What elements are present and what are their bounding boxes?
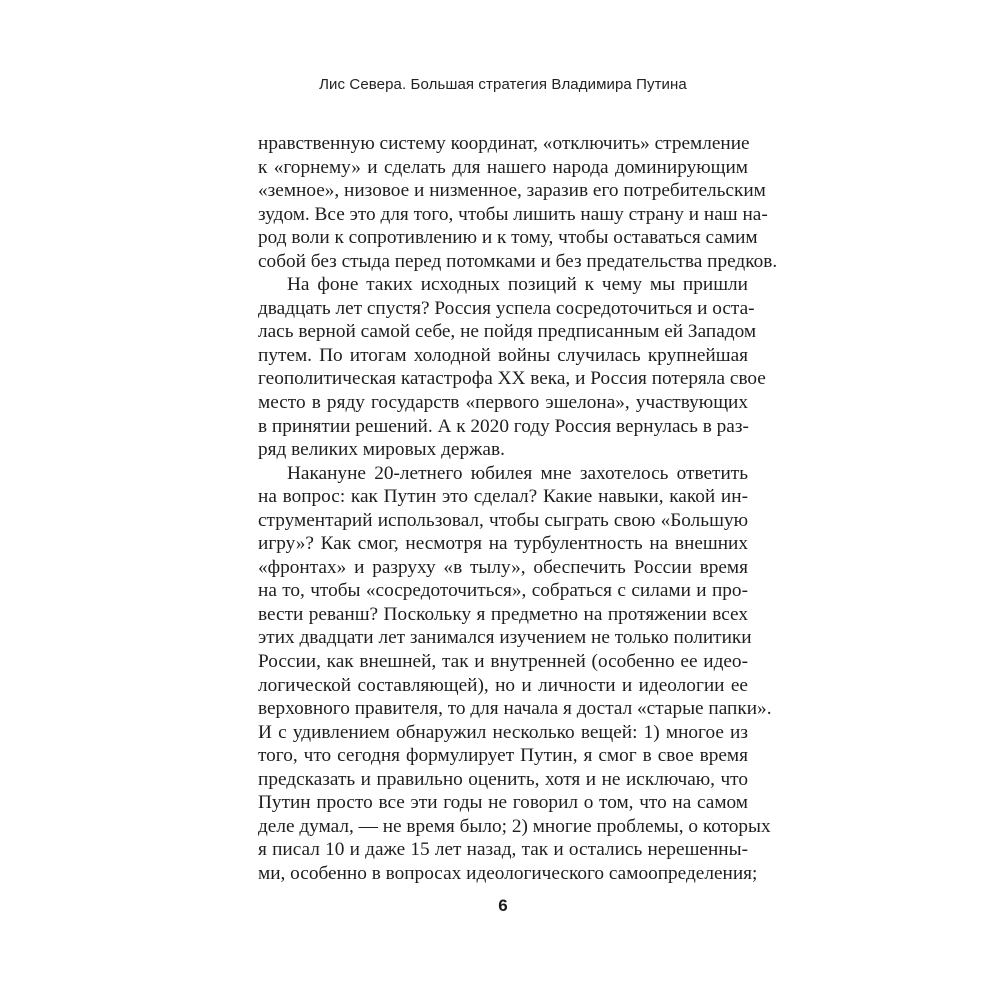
text-line: двадцать лет спустя? Россия успела сосредоточиться и оста-: [258, 297, 755, 319]
text-line: ряд великих мировых держав.: [258, 439, 505, 461]
text-line: лась верной самой себе, не пойдя предписанным ей Западом: [258, 321, 757, 343]
text-line: место в ряду государств «первого эшелона», участвующих: [258, 392, 748, 414]
text-line: этих двадцати лет занимался изучением не только политики: [258, 627, 752, 649]
text-line: к «горнему» и сделать для нашего народа доминирующим: [258, 156, 748, 178]
page-number: 6: [498, 896, 508, 915]
text-line: логической составляющей), но и личности и идеологии ее: [258, 674, 748, 696]
text-line: зудом. Все это для того, чтобы лишить нашу страну и наш на-: [258, 203, 768, 225]
text-line: на вопрос: как Путин это сделал? Какие навыки, какой ин-: [258, 486, 748, 508]
running-header: Лис Севера. Большая стратегия Владимира Путина: [319, 76, 687, 93]
paragraph: [258, 132, 778, 273]
text-line: игру»? Как смог, несмотря на турбулентность на внешних: [258, 533, 748, 555]
text-line: «фронтах» и разруху «в тылу», обеспечить России время: [258, 556, 748, 578]
text-line: Накануне 20-летнего юбилея мне захотелось ответить: [287, 462, 748, 484]
text-line: струментарий использовал, чтобы сыграть свою «Большую: [258, 509, 748, 531]
text-line: собой без стыда перед потомками и без предательства предков.: [258, 250, 778, 272]
text-line: нравственную систему координат, «отключить» стремление: [258, 133, 750, 154]
text-line: род воли к сопротивлению и к тому, чтобы оставаться самим: [258, 227, 758, 249]
paragraph: [258, 462, 772, 886]
text-line: геополитическая катастрофа XX века, и Россия потеряла свое: [258, 368, 766, 390]
text-line: Путин просто все эти годы не говорил о том, что на самом: [258, 792, 748, 814]
text-line: «земное», низовое и низменное, заразив его потребительским: [258, 180, 766, 202]
text-line: на то, чтобы «сосредоточиться», собраться с силами и про-: [258, 580, 748, 602]
text-line: верховного правителя, то для начала я достал «старые папки».: [258, 698, 772, 720]
body-text: [258, 132, 778, 886]
text-line: я писал 10 и даже 15 лет назад, так и остались нерешенны-: [258, 839, 748, 861]
text-line: На фоне таких исходных позиций к чему мы пришли: [287, 274, 748, 296]
text-line: деле думал, — не время было; 2) многие проблемы, о которых: [258, 815, 771, 837]
text-line: того, что сегодня формулирует Путин, я смог в свое время: [258, 745, 748, 767]
text-line: в принятии решений. А к 2020 году Россия вернулась в раз-: [258, 415, 749, 437]
text-line: ми, особенно в вопросах идеологического самоопределения;: [258, 862, 758, 884]
text-line: вести реванш? Поскольку я предметно на протяжении всех: [258, 603, 748, 625]
text-line: путем. По итогам холодной войны случилась крупнейшая: [258, 344, 748, 366]
text-line: И с удивлением обнаружил несколько вещей: 1) многое из: [258, 721, 748, 743]
text-line: России, как внешней, так и внутренней (особенно ее идео-: [258, 651, 748, 673]
text-line: предсказать и правильно оценить, хотя и не исключаю, что: [258, 768, 748, 790]
paragraph: [258, 273, 766, 461]
